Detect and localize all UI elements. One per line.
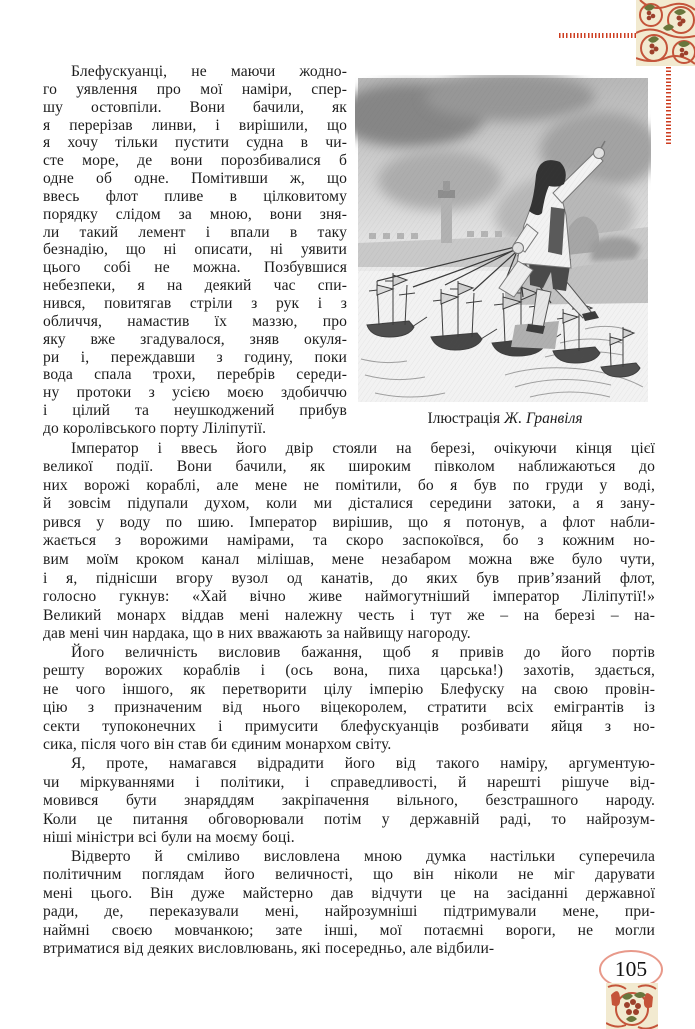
text-line: дав мені чин нардака, що в них вважають за найвищу нагороду. <box>43 625 471 643</box>
text-line: сика, після чого він став би єдиним монархом світу. <box>43 736 392 754</box>
text-line: я хочу тільки пустити судна в чи- <box>43 134 347 152</box>
text-line: вода спала трохи, перебрів середи- <box>43 366 347 384</box>
caption-prefix: Ілюстрація <box>427 410 505 427</box>
text-line: великої події. Вони бачили, як широким півколом наближаються до <box>43 458 655 476</box>
caption-author: Ж. Гранвіля <box>504 410 583 427</box>
illustration-gulliver-pulling-fleet <box>355 75 651 405</box>
illustration-caption <box>355 410 655 428</box>
text-line: і я, піднісши вгору вузол од канатів, до яких був прив’язаний флот, <box>43 569 655 587</box>
text-line: жається з ворожими намірами, та скоро заспокоївся, бо з кожним но- <box>43 532 655 550</box>
text-line: обличчя, намастив їх маззю, про <box>43 312 347 330</box>
text-line: ну протоки з усією моєю здобиччю <box>43 384 347 402</box>
paragraph <box>43 644 655 755</box>
text-line: ввесь флот пливе в цілковитому <box>43 187 347 205</box>
text-line: я перерізав линви, і вирішили, що <box>43 116 347 134</box>
text-line: ради, де, переказували мені, найрозумніші підтримували мене, при- <box>43 903 655 921</box>
body-paragraphs <box>43 440 655 959</box>
text-line: ніші міністри всі були на моєму боці. <box>43 829 295 847</box>
text-line: ли такий лемент і впали в таку <box>43 223 347 241</box>
text-line: них ворожі кораблі, але мене не помітили, бо я був по груди у воді, <box>43 476 655 494</box>
text-line: і цілий та неушкоджений прибув <box>43 402 347 420</box>
text-line: чи міркуваннями і політики, і справедливості, й нарешті рішуче від- <box>43 773 655 791</box>
dashed-rule-horizontal <box>559 33 636 38</box>
text-line: Я, проте, намагався відрадити його від такого наміру, аргументую- <box>71 755 655 773</box>
text-line: Відверто й сміливо висловлена мною думка настільки суперечила <box>71 847 655 865</box>
text-line: мені цього. Він дуже майстерно дав відчути це на засіданні державної <box>43 884 655 902</box>
text-line: Коли це питання обговорювали потім у державній раді, то найрозум- <box>43 810 655 828</box>
paragraph <box>43 440 655 644</box>
text-line: наймні своєю мовчанкою; зате інші, мої потаємні вороги, не могли <box>43 921 655 939</box>
text-line: сте море, де вони порозбивалися б <box>43 152 347 170</box>
text-block <box>43 63 655 959</box>
text-line: голосно гукнув: «Хай вічно живе наймогутніший імператор Ліліпутії!» <box>43 588 655 606</box>
text-line: порядку слідом за мною, вони зня- <box>43 205 347 223</box>
text-line: цію з призначеним від нього віцекоролем, стратити всіх емігрантів із <box>43 699 655 717</box>
left-column <box>43 63 347 438</box>
figure-column <box>355 63 655 428</box>
text-line: секти тупоконечних і примусити блефускуанців розбивати яйця з но- <box>43 717 655 735</box>
text-line: й зовсім підупали духом, коли ми дісталися середини затоки, а я зану- <box>43 495 655 513</box>
corner-ornament-bottom <box>606 983 658 1029</box>
text-line: політичним поглядам його величності, що він ніколи не міг дарувати <box>43 866 655 884</box>
text-line: решту ворожих кораблів і (ось вона, пиха царська!) захотів, здається, <box>43 662 655 680</box>
text-line: одне об одне. Помітивши ж, що <box>43 170 347 188</box>
text-line: цього собі не можна. Позбувшися <box>43 259 347 277</box>
dashed-rule-vertical <box>666 67 671 145</box>
page-number: 105 <box>614 957 648 981</box>
text-line: вим моїм кроком канал мілішав, мене незабаром можна вже було чути, <box>43 551 655 568</box>
text-line: Його величність висловив бажання, щоб я привів до його портів <box>71 643 655 661</box>
text-line: мовився бути знаряддям закріпачення вільного, безстрашного народу. <box>43 792 655 810</box>
text-line: втриматися від деяких висловлювань, які посередньо, але відбили- <box>43 940 495 958</box>
text-line: Блефускуанці, не маючи жодно- <box>71 63 347 80</box>
text-line: яку вже згадувалося, зняв окуля- <box>43 330 347 348</box>
text-line: до королівського порту Ліліпутії. <box>43 419 267 437</box>
text-line: шу остовпіли. Вони бачили, як <box>43 98 347 116</box>
text-line: небезпеки, я на деякий час спи- <box>43 277 347 295</box>
text-line: безнадію, що ні описати, ні уявити <box>43 241 347 259</box>
text-line: рився у воду по шию. Імператор вирішив, що я потонув, а флот набли- <box>43 513 655 531</box>
text-line: нився, повитягав стріли з рук і з <box>43 294 347 312</box>
corner-ornament-top <box>636 0 695 66</box>
text-line: го уявлення про мої наміри, спер- <box>43 80 347 98</box>
text-line: Імператор і ввесь його двір стояли на березі, очікуючи кінця цієї <box>71 439 655 457</box>
paragraph <box>43 848 655 959</box>
text-line: Великий монарх віддав мені належну честь і тут же – на березі – на- <box>43 606 655 624</box>
text-line: не чого іншого, як перетворити цілу імперію Блефуску на свою провін- <box>43 680 655 698</box>
paragraph <box>43 755 655 848</box>
text-line: ри і, переждавши з годину, поки <box>43 348 347 366</box>
